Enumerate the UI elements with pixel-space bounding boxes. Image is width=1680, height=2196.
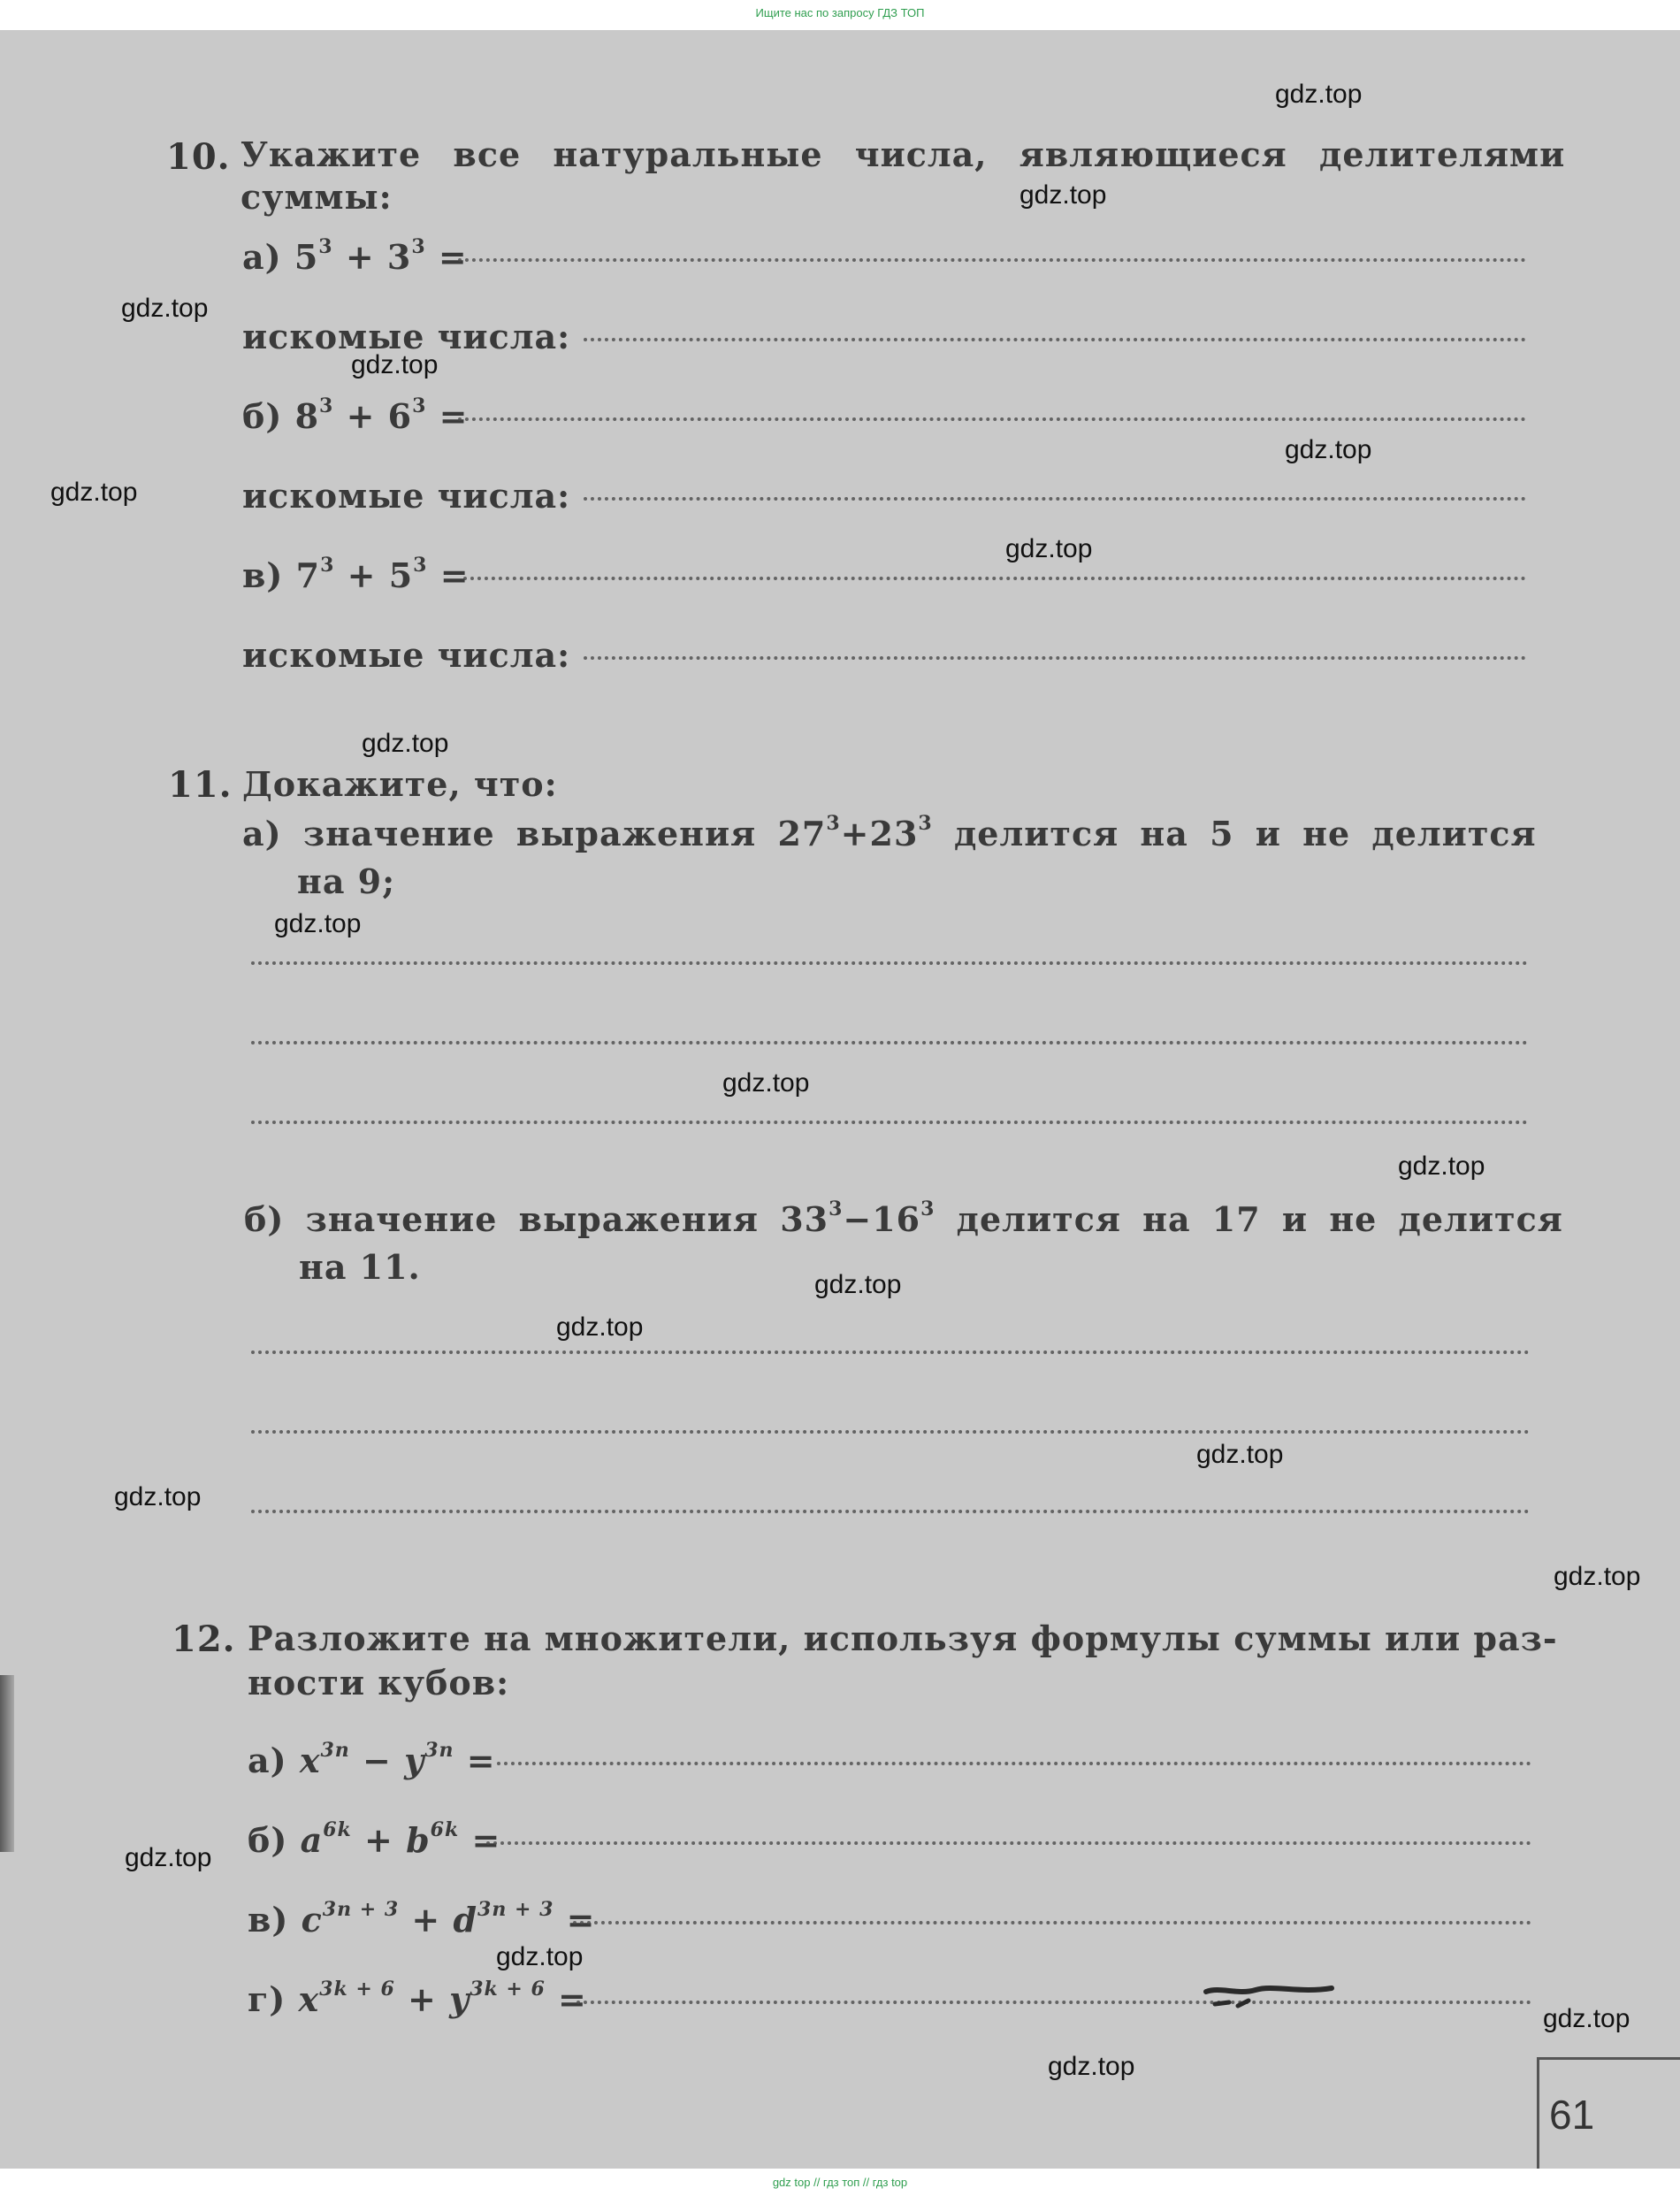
base: 6: [387, 396, 413, 436]
watermark: gdz.top: [1019, 180, 1107, 210]
proof-line[interactable]: [251, 1118, 1528, 1124]
task10-c-expression: [242, 555, 470, 595]
proof-line[interactable]: [251, 1507, 1530, 1513]
base: 5: [388, 555, 414, 595]
task12-b-expression: [248, 1820, 500, 1860]
item-label: б): [244, 1199, 285, 1239]
exponent: 3: [918, 812, 933, 835]
watermark: gdz.top: [1275, 80, 1363, 109]
task12-number: 12.: [172, 1618, 236, 1660]
operator: −: [363, 1741, 392, 1780]
watermark: gdz.top: [1554, 1562, 1641, 1591]
top-banner: Ищите нас по запросу ГДЗ ТОП: [755, 6, 925, 19]
task12-text-line2: ности кубов:: [248, 1663, 510, 1702]
equals-sign: =: [558, 1979, 587, 2019]
base: 27: [777, 814, 827, 853]
watermark: gdz.top: [496, 1942, 584, 1971]
watermark: gdz.top: [351, 350, 439, 379]
exponent: 3k + 6: [470, 1978, 546, 2001]
ink-smudge-mark: [1203, 1981, 1335, 2013]
item-label: а): [248, 1741, 287, 1780]
watermark: gdz.top: [114, 1482, 202, 1511]
watermark: gdz.top: [1196, 1440, 1284, 1469]
base: b: [406, 1820, 431, 1860]
base: y: [404, 1741, 425, 1780]
operator: +: [408, 1979, 437, 2019]
watermark: gdz.top: [1398, 1152, 1485, 1181]
task12-c-expression: [248, 1900, 595, 1940]
operator: +: [346, 396, 376, 436]
proof-line[interactable]: [251, 1038, 1528, 1044]
operator: +: [840, 814, 870, 853]
base: x: [298, 1979, 320, 2019]
base: 3: [386, 237, 412, 277]
watermark: gdz.top: [121, 294, 209, 323]
exponent: 3: [318, 235, 333, 258]
exponent: 3: [319, 394, 334, 417]
base: 33: [780, 1199, 829, 1239]
task12-text-line1: Разложите на множители, используя формулы суммы или раз-: [248, 1618, 1558, 1658]
task11-b-text: [244, 1199, 1563, 1239]
item-label: б): [242, 396, 283, 436]
base: a: [300, 1820, 324, 1860]
answer-line[interactable]: [486, 1839, 1531, 1845]
base: 16: [872, 1199, 921, 1239]
task10-number: 10.: [166, 136, 231, 178]
exponent: 3: [826, 812, 841, 835]
watermark: gdz.top: [1285, 435, 1372, 464]
answer-line[interactable]: [497, 1759, 1531, 1765]
answer-line[interactable]: [573, 1918, 1531, 1924]
operator: +: [363, 1820, 393, 1860]
page-number: 61: [1549, 2092, 1595, 2138]
operator: −: [843, 1199, 873, 1239]
book-spine-shadow: [0, 1675, 14, 1852]
answer-line[interactable]: [458, 256, 1526, 262]
equals-sign: =: [566, 1900, 596, 1940]
base: 23: [869, 814, 919, 853]
exponent: 3n: [320, 1739, 350, 1762]
task10-c-answer-label: искомые числа:: [242, 635, 571, 675]
watermark: gdz.top: [556, 1312, 644, 1342]
exponent: 3n + 3: [322, 1898, 400, 1921]
base: y: [449, 1979, 470, 2019]
statement-text: значение выражения: [302, 814, 757, 853]
proof-line[interactable]: [251, 1427, 1530, 1434]
watermark: gdz.top: [722, 1068, 810, 1098]
task12-a-expression: [248, 1741, 496, 1780]
exponent: 3k + 6: [319, 1978, 395, 2001]
equals-sign: =: [438, 237, 468, 277]
exponent: 3: [829, 1197, 844, 1220]
base: 7: [295, 555, 321, 595]
operator: +: [347, 555, 377, 595]
exponent: 3n: [424, 1739, 454, 1762]
statement-text: делится на 17 и не делится: [956, 1199, 1563, 1239]
watermark: gdz.top: [125, 1843, 212, 1872]
exponent: 3: [411, 235, 426, 258]
task11-b-text-line2: на 11.: [299, 1247, 421, 1287]
item-label: г): [248, 1979, 286, 2019]
task10-b-answer-label: искомые числа:: [242, 476, 571, 516]
equals-sign: =: [471, 1820, 501, 1860]
exponent: 6k: [323, 1818, 352, 1841]
exponent: 3: [920, 1197, 935, 1220]
item-label: а): [242, 814, 282, 853]
exponent: 6k: [430, 1818, 460, 1841]
base: x: [299, 1741, 321, 1780]
exponent: 3: [413, 554, 428, 577]
watermark: gdz.top: [50, 478, 138, 507]
base: c: [301, 1900, 323, 1940]
answer-line[interactable]: [584, 654, 1526, 660]
task11-a-text: [242, 814, 1537, 853]
item-label: а): [242, 237, 282, 277]
watermark: gdz.top: [1048, 2052, 1135, 2081]
task11-a-text-line2: на 9;: [297, 861, 396, 901]
answer-line[interactable]: [584, 494, 1526, 501]
watermark: gdz.top: [1005, 534, 1093, 563]
base: 5: [294, 237, 319, 277]
proof-line[interactable]: [251, 1348, 1530, 1354]
task10-b-expression: [242, 396, 468, 436]
task10-text-line1: Укажите все натуральные числа, являющиеся делителями: [241, 134, 1566, 174]
task10-a-expression: [242, 237, 468, 277]
proof-line[interactable]: [251, 959, 1528, 965]
statement-text: значение выражения: [305, 1199, 759, 1239]
task10-a-answer-label: искомые числа:: [242, 317, 571, 356]
bottom-banner: gdz top // гдз топ // гдз top: [772, 2176, 908, 2189]
item-label: б): [248, 1820, 288, 1860]
item-label: в): [248, 1900, 289, 1940]
task11-number: 11.: [168, 764, 233, 806]
exponent: 3: [320, 554, 335, 577]
watermark: gdz.top: [814, 1270, 902, 1299]
watermark: gdz.top: [362, 729, 449, 758]
task10-text-line2: суммы:: [241, 177, 393, 217]
workbook-page: [0, 30, 1680, 2169]
equals-sign: =: [439, 396, 469, 436]
item-label: в): [242, 555, 284, 595]
task12-d-expression: [248, 1979, 587, 2019]
watermark: gdz.top: [274, 909, 362, 938]
task11-title: Докажите, что:: [242, 764, 558, 804]
exponent: 3n + 3: [477, 1898, 554, 1921]
operator: +: [345, 237, 375, 277]
base: 8: [294, 396, 320, 436]
answer-line[interactable]: [584, 335, 1526, 341]
equals-sign: =: [466, 1741, 496, 1780]
watermark: gdz.top: [1543, 2004, 1630, 2033]
base: d: [453, 1900, 478, 1940]
answer-line[interactable]: [577, 1998, 1531, 2004]
answer-line[interactable]: [458, 415, 1526, 421]
answer-line[interactable]: [463, 574, 1526, 580]
operator: +: [411, 1900, 441, 1940]
exponent: 3: [412, 394, 427, 417]
equals-sign: =: [439, 555, 470, 595]
statement-text: делится на 5 и не делится: [953, 814, 1537, 853]
